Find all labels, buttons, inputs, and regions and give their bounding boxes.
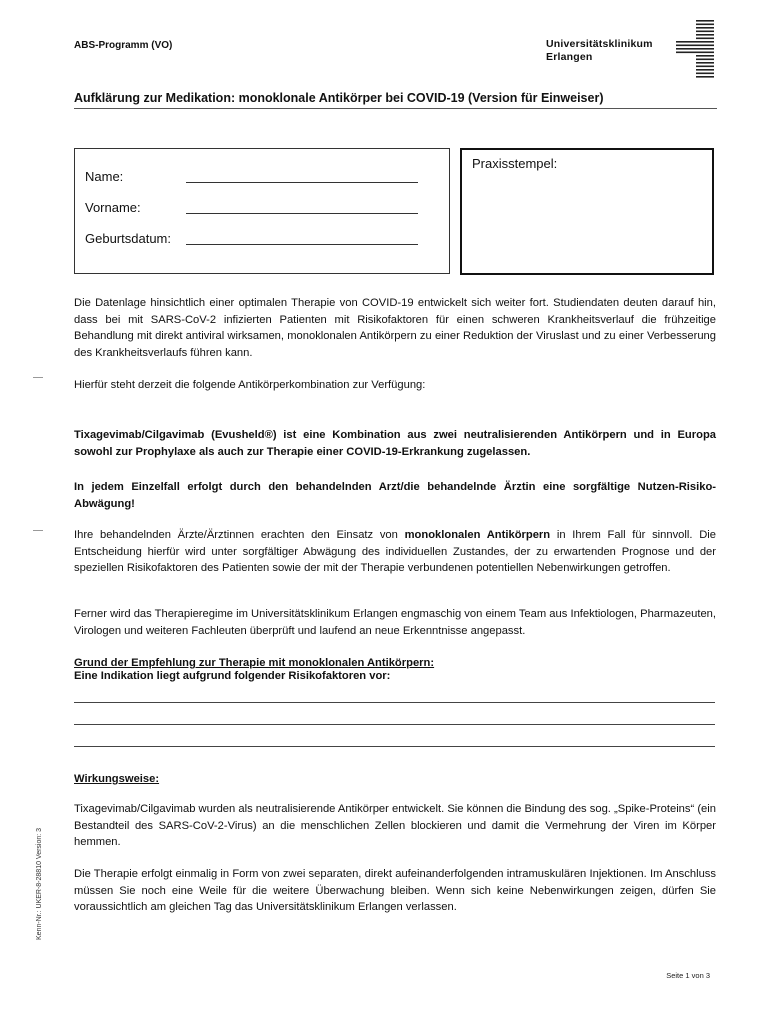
doctors-text-pre: Ihre behandelnden Ärzte/Ärztinnen erachten den Einsatz von <box>74 529 405 541</box>
dob-label: Geburtsdatum: <box>85 231 171 246</box>
margin-fold-mark <box>33 377 43 378</box>
risk-factor-line-1[interactable] <box>74 702 715 703</box>
organization-name <box>546 38 653 64</box>
doctors-text-post: in Ihrem Fall für sinnvoll. Die Entscheidung hierfür wird unter sorgfältiger Abwägung des individuellen Zustandes, der zu erwartenden Prognose und der speziellen Risikofaktoren des Patienten sowie der mit der Therapie verbundenen potentiellen Nebenwirkungen getroffen. <box>74 529 716 574</box>
title-divider <box>74 108 717 109</box>
mode-of-action-heading: Wirkungsweise: <box>74 773 160 785</box>
practice-stamp-label: Praxisstempel: <box>472 156 558 171</box>
doctors-paragraph <box>74 527 716 577</box>
availability-paragraph: Hierfür steht derzeit die folgende Antikörperkombination zur Verfügung: <box>74 379 426 391</box>
firstname-field[interactable] <box>186 213 418 214</box>
organization-name-line1: Universitätsklinikum <box>546 38 653 50</box>
organization-name-line2: Erlangen <box>546 51 593 63</box>
mode-of-action-paragraph: Tixagevimab/Cilgavimab wurden als neutralisierende Antikörper entwickelt. Sie können die Bindung des sog. „Spike-Proteins“ (ein Bestandteil des SARS-CoV-2-Virus) an die menschlichen Zellen blockieren und damit die Vermehrung der Viren im Körper hemmen. <box>74 803 716 848</box>
university-logo-icon <box>676 20 716 80</box>
document-title: Aufklärung zur Medikation: monoklonale Antikörper bei COVID-19 (Version für Einweiser) <box>74 91 604 105</box>
risk-assessment-paragraph: In jedem Einzelfall erfolgt durch den behandelnden Arzt/die behandelnde Ärztin eine sorgfältige Nutzen-Risiko-Abwägung! <box>74 481 716 510</box>
reason-subheading: Eine Indikation liegt aufgrund folgender Risikofaktoren vor: <box>74 670 391 682</box>
dob-field[interactable] <box>186 244 418 245</box>
tixagevimab-paragraph: Tixagevimab/Cilgavimab (Evusheld®) ist eine Kombination aus zwei neutralisierenden Antikörpern und in Europa sowohl zur Prophylaxe als auch zur Therapie einer COVID-19-Erkrankung zugelassen. <box>74 429 716 458</box>
page-number: Seite 1 von 3 <box>666 971 710 980</box>
name-field[interactable] <box>186 182 418 183</box>
name-label: Name: <box>85 169 124 184</box>
margin-fold-mark-2 <box>33 530 43 531</box>
practice-stamp-box[interactable] <box>460 148 714 275</box>
document-id-note: Kenn-Nr.: UKER-8-28810 Version: 3 <box>36 827 43 940</box>
doctors-text-bold: monoklonalen Antikörpern <box>404 529 551 541</box>
reason-heading: Grund der Empfehlung zur Therapie mit monoklonalen Antikörpern: <box>74 657 435 669</box>
therapy-regime-paragraph: Ferner wird das Therapieregime im Universitätsklinikum Erlangen engmaschig von einem Team aus Infektiologen, Pharmazeuten, Virologen und weiteren Fachleuten überprüft und laufend an neue Erkenntnisse angepasst. <box>74 608 716 637</box>
risk-factor-line-2[interactable] <box>74 724 715 725</box>
patient-data-box <box>74 148 450 274</box>
intro-paragraph: Die Datenlage hinsichtlich einer optimalen Therapie von COVID-19 entwickelt sich weiter fort. Studiendaten deuten darauf hin, dass bei mit SARS-CoV-2 infizierten Patienten mit Risikofaktoren für einen schweren Krankheitsverlauf die frühzeitige Behandlung mit direkt antiviral wirksamen, monoklonalen Antikörpern zu einer Reduktion der Viruslast und zu einer Verbesserung des Krankheitsverlaufs führen kann. <box>74 297 716 359</box>
risk-factor-line-3[interactable] <box>74 746 715 747</box>
firstname-label: Vorname: <box>85 200 141 215</box>
administration-paragraph: Die Therapie erfolgt einmalig in Form von zwei separaten, direkt aufeinanderfolgenden intramuskulären Injektionen. Im Anschluss müssen Sie noch eine Weile für die weitere Überwachung bleiben. Wenn sich keine Nebenwirkungen zeigen, dürfen Sie voraussichtlich am gleichen Tag das Universitätsklinikum Erlangen verlassen. <box>74 868 716 913</box>
program-label: ABS-Programm (VO) <box>74 40 173 51</box>
